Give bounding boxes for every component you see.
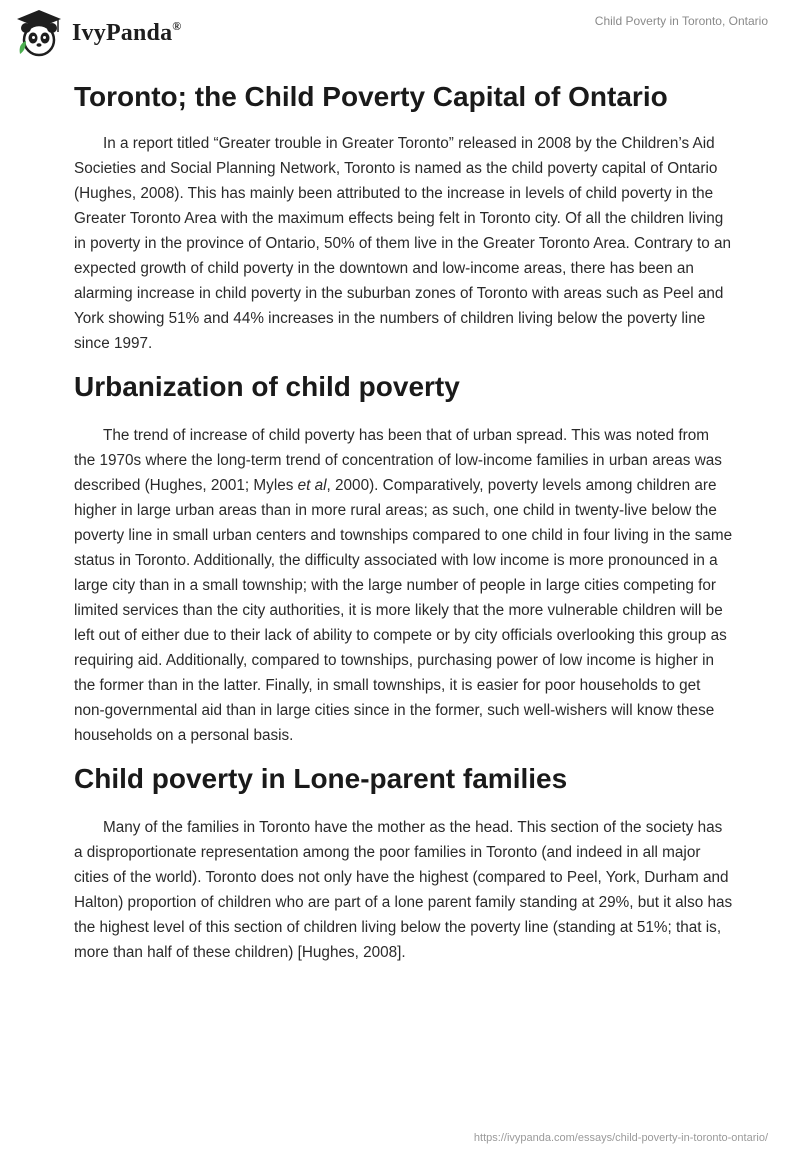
footer-url[interactable]: https://ivypanda.com/essays/child-poverty-in-toronto-ontario/ (473, 1132, 768, 1144)
section-heading: Toronto; the Child Poverty Capital of Ontario (74, 81, 668, 112)
section-paragraph: The trend of increase of child poverty has been that of urban spread. This was noted from the 1970s where the long-term trend of concentration of low-income families in urban areas was described (Hughes, 2001; Myles et al, 2000). Comparatively, poverty levels among children are higher in large urban areas than in more rural areas; as such, one child in twenty-live below the poverty line in small urban centers and townships compared to one child in four living in the same status in Toronto. Additionally, the difficulty associated with low income is more pronounced in a large city than in a small township; with the large number of people in large cities competing for limited services than the city authorities, it is more likely that the more vulnerable children will be left out of either due to their lack of ability to compete or by city officials overlooking this group as requiring aid. Additionally, compared to townships, purchasing power of low income is higher in the former than in the latter. Finally, in small townships, it is easier for poor households to get non-governmental aid than in large cities since in the former, such well-wishers will know these households on a personal basis. (74, 427, 733, 744)
italic-et-al: et al (297, 477, 327, 494)
brand-name: IvyPanda® (72, 19, 182, 46)
section-heading: Child poverty in Lone-parent families (74, 763, 568, 794)
section-paragraph: Many of the families in Toronto have the mother as the head. This section of the society has a disproportionate representation among the poor families in Toronto (and indeed in all major cities of the world). Toronto does not only have the highest (compared to Peel, York, Durham and Halton) proportion of children who are part of a lone parent family standing at 29%, but it also has the highest level of this section of children living below the poverty line (standing at 51%; that is, more than half of these children) [Hughes, 2008]. (74, 819, 733, 961)
page-header (0, 0, 800, 70)
panda-graduation-cap-icon (14, 8, 64, 58)
section-paragraph: In a report titled “Greater trouble in Greater Toronto” released in 2008 by the Children’s Aid Societies and Social Planning Network, Toronto is named as the child poverty capital of Ontario (Hughes, 2008). This has mainly been attributed to the increase in levels of child poverty in the Greater Toronto Area with the maximum effects being felt in Toronto city. Of all the children living in poverty in the province of Ontario, 50% of them live in the Greater Toronto Area. Contrary to an expected growth of child poverty in the downtown and low-income areas, there has been an alarming increase in child poverty in the suburban zones of Toronto with areas such as Peel and York showing 51% and 44% increases in the numbers of children living below the poverty line since 1997. (74, 135, 731, 352)
section-heading: Urbanization of child poverty (74, 371, 460, 402)
article (74, 70, 734, 965)
document-title: Child Poverty in Toronto, Ontario (594, 14, 768, 28)
logo[interactable] (14, 8, 181, 58)
